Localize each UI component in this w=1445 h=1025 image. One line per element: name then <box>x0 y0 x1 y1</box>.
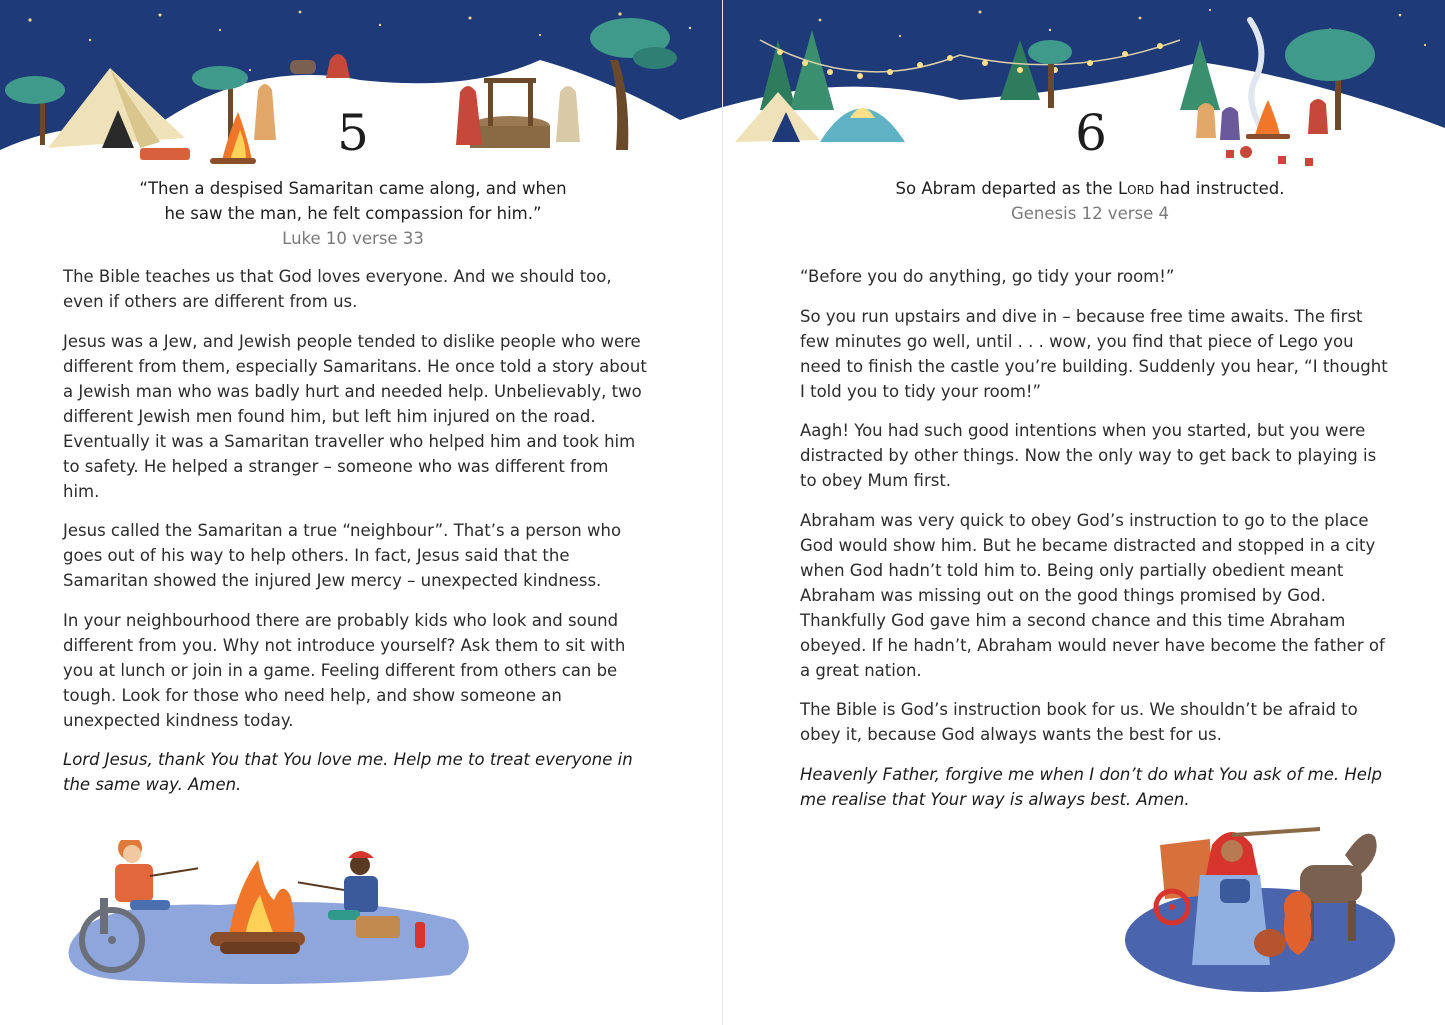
paragraph: In your neighbourhood there are probably kids who look and sound different from you. Why not introduce yourself? Ask them to sit with you at lunch or join in a game. Feeling different from others can be tough. Look for those who need help, and show someone an unexpected kindness today. <box>63 610 626 730</box>
lord-small-caps: Lord <box>1117 179 1155 198</box>
sarai-donkey-illustration <box>1120 815 1395 995</box>
paragraph: The Bible is God’s instruction book for us. We shouldn’t be afraid to obey it, because God always wants the best for us. <box>800 700 1358 744</box>
flask <box>415 922 425 948</box>
kid-left <box>115 840 206 910</box>
verse-line-1: So Abram departed as the Lord had instructed. <box>895 179 1285 198</box>
paragraph: Jesus was a Jew, and Jewish people tended to dislike people who were different from them, especially Samaritans. He once told a story about a Jewish man who was badly hurt and needed help. Unbelievably, two different Jewish men found him, but left him injured on the road. Eventually it was a Samaritan traveller who helped him and took him to safety. He helped a stranger – someone who was different from him. <box>63 331 647 501</box>
verse-reference: Luke 10 verse 33 <box>282 229 424 248</box>
devotional-text-left <box>63 264 648 812</box>
campfire-kids-illustration <box>60 840 480 990</box>
day-number-left: 5 <box>337 104 369 162</box>
paragraph: Aagh! You had such good intentions when you started, but you were distracted by other things. Now the only way to get back to playing is to obey Mum first. <box>800 421 1377 490</box>
rug <box>140 148 190 160</box>
day-number-right: 6 <box>1075 104 1107 162</box>
devotional-text-right <box>800 264 1390 826</box>
paragraph: So you run upstairs and dive in – because free time awaits. The first few minutes go well, until . . . wow, you find that piece of Lego you need to finish the castle you’re building. Suddenly you hear, “I thought I told you to tidy your room!” <box>800 306 1388 401</box>
paragraph: Jesus called the Samaritan a true “neighbour”. That’s a person who goes out of his way to help others. In fact, Jesus said that the Samaritan showed the injured Jew mercy – unexpected kindness. <box>63 521 622 590</box>
page-gutter <box>722 0 723 1025</box>
paragraph: “Before you do anything, go tidy your room!” <box>800 267 1175 286</box>
verse-right <box>800 176 1380 226</box>
verse-reference: Genesis 12 verse 4 <box>1011 204 1169 223</box>
prayer: Lord Jesus, thank You that You love me. Help me to treat everyone in the same way. Amen. <box>63 750 633 794</box>
prayer: Heavenly Father, forgive me when I don’t do what You ask of me. Help me realise that Your way is always best. Amen. <box>800 764 1382 809</box>
verse-line-1: “Then a despised Samaritan came along, and when <box>139 179 567 198</box>
kettle <box>1240 146 1252 158</box>
verse-left <box>63 176 643 251</box>
paragraph: Abraham was very quick to obey God’s instruction to go to the place God would show him. But he became distracted and stopped in a city when God hadn’t told him to. Being only partially obedient meant Abraham was missing out on the good things promised by God. Thankfully God gave him a second chance and this time Abraham obeyed. If he hadn’t, Abraham would never have become the father of a great nation. <box>800 510 1385 680</box>
paragraph: The Bible teaches us that God loves everyone. And we should too, even if others are different from us. <box>63 267 612 311</box>
verse-line-2: he saw the man, he felt compassion for him.” <box>164 204 542 223</box>
